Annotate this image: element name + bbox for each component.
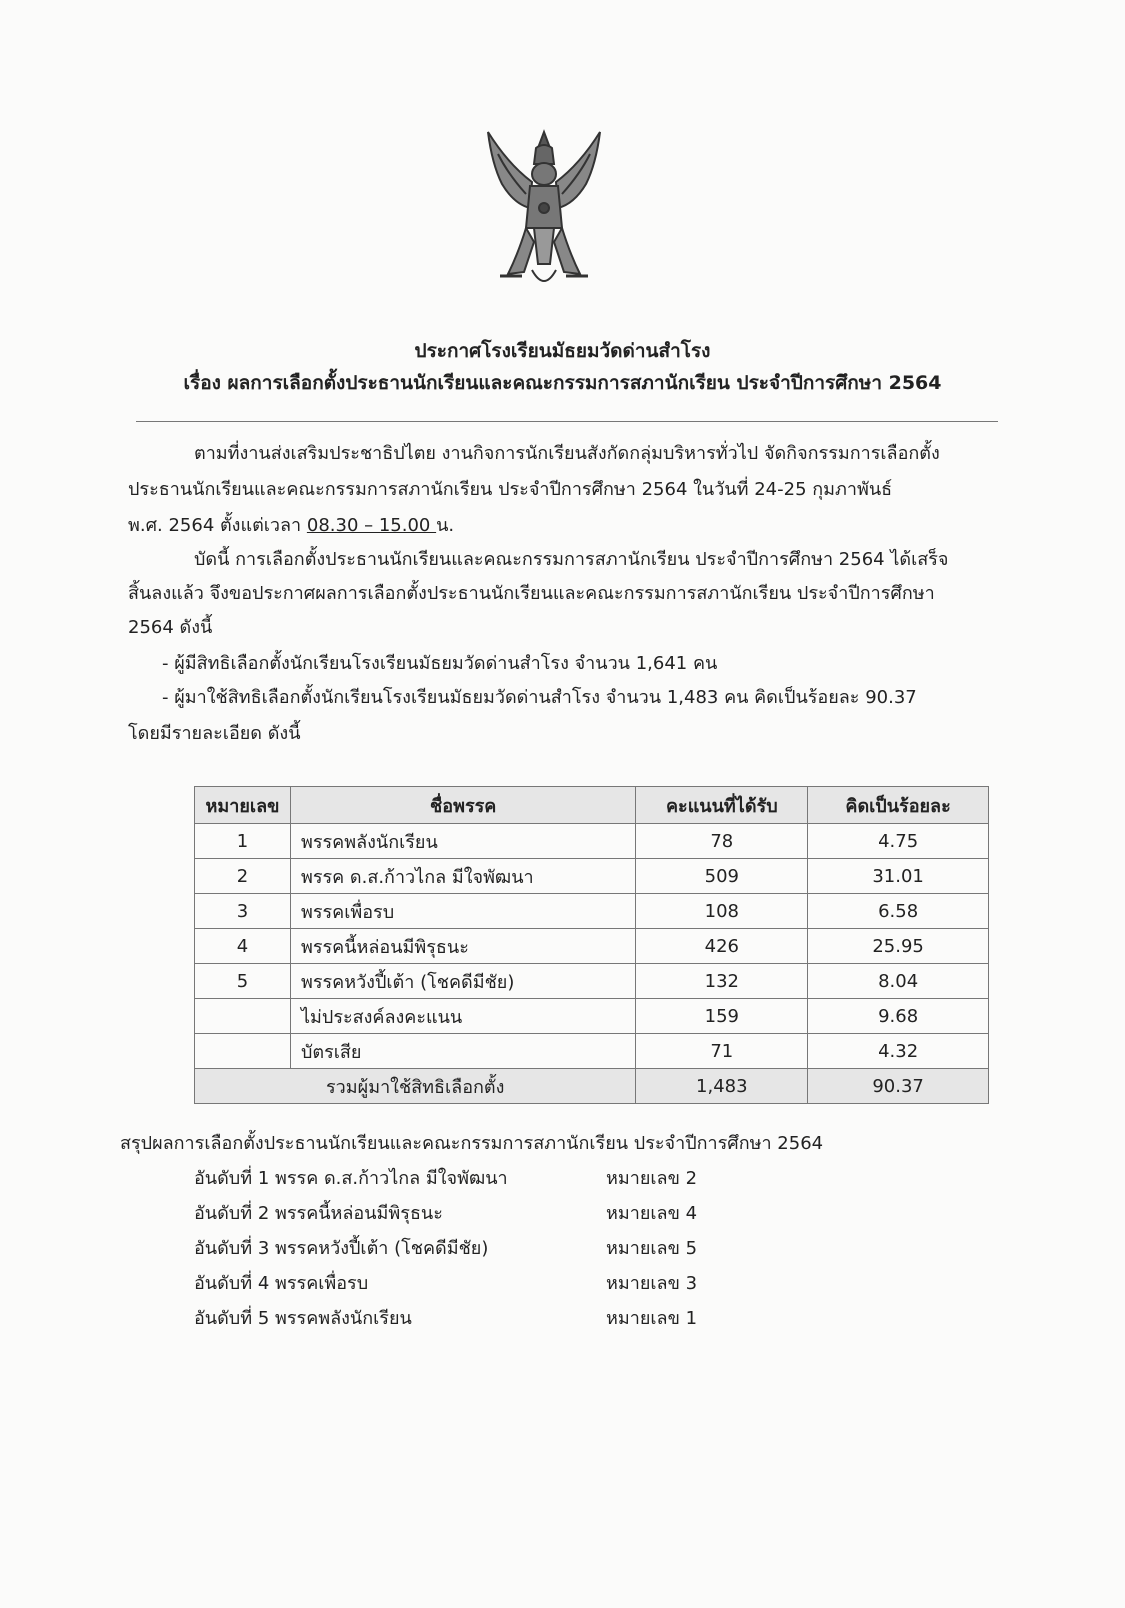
row-number: 1 — [195, 824, 291, 859]
table-row — [195, 824, 989, 859]
rank-number: หมายเลข 2 — [606, 1168, 698, 1189]
row-party: พรรค ด.ส.ก้าวไกล มีใจพัฒนา — [290, 859, 635, 894]
table-row — [195, 929, 989, 964]
row-votes: 71 — [636, 1034, 808, 1069]
row-votes: 132 — [636, 964, 808, 999]
table-total-row — [195, 1069, 989, 1104]
row-percent: 9.68 — [808, 999, 989, 1034]
time-range: 08.30 – 15.00 — [306, 515, 437, 536]
rank-party: อันดับที่ 5 พรรคพลังนักเรียน — [194, 1308, 412, 1329]
rank-number: หมายเลข 1 — [606, 1308, 698, 1329]
eligible-voters-bullet: - ผู้มีสิทธิเลือกตั้งนักเรียนโรงเรียนมัธยมวัดด่านสำโรง จำนวน 1,641 คน — [162, 653, 718, 674]
row-party: ไม่ประสงค์ลงคะแนน — [290, 999, 635, 1034]
date-prefix: พ.ศ. 2564 ตั้งแต่เวลา — [128, 515, 307, 536]
table-header-row — [195, 787, 989, 824]
table-row — [195, 999, 989, 1034]
header-party-name: ชื่อพรรค — [290, 787, 635, 824]
row-votes: 426 — [636, 929, 808, 964]
summary-title: สรุปผลการเลือกตั้งประธานนักเรียนและคณะกรรมการสภานักเรียน ประจำปีการศึกษา 2564 — [120, 1133, 824, 1154]
row-percent: 4.32 — [808, 1034, 989, 1069]
garuda-emblem-icon — [478, 124, 610, 294]
row-votes: 159 — [636, 999, 808, 1034]
paragraph-2-line-2: สิ้นลงแล้ว จึงขอประกาศผลการเลือกตั้งประธานนักเรียนและคณะกรรมการสภานักเรียน ประจำปีการศึกษา — [128, 583, 935, 604]
row-number: 3 — [195, 894, 291, 929]
rank-party: อันดับที่ 4 พรรคเพื่อรบ — [194, 1273, 369, 1294]
turnout-bullet: - ผู้มาใช้สิทธิเลือกตั้งนักเรียนโรงเรียนมัธยมวัดด่านสำโรง จำนวน 1,483 คน คิดเป็นร้อยละ 90.37 — [162, 687, 917, 708]
row-votes: 509 — [636, 859, 808, 894]
table-row — [195, 1034, 989, 1069]
row-party: พรรคหวังปี้เต้า (โชคดีมีชัย) — [290, 964, 635, 999]
announcement-title: ประกาศโรงเรียนมัธยมวัดด่านสำโรง — [414, 340, 711, 362]
rank-party: อันดับที่ 1 พรรค ด.ส.ก้าวไกล มีใจพัฒนา — [194, 1168, 508, 1189]
rank-number: หมายเลข 4 — [606, 1203, 698, 1224]
header-percent: คิดเป็นร้อยละ — [808, 787, 989, 824]
paragraph-1-line-1: ตามที่งานส่งเสริมประชาธิปไตย งานกิจการนักเรียนสังกัดกลุ่มบริหารทั่วไป จัดกิจกรรมการเลือกตั้ง — [194, 443, 940, 464]
row-percent: 8.04 — [808, 964, 989, 999]
header-votes: คะแนนที่ได้รับ — [636, 787, 808, 824]
total-label: รวมผู้มาใช้สิทธิเลือกตั้ง — [195, 1069, 636, 1104]
table-row — [195, 894, 989, 929]
rank-party: อันดับที่ 3 พรรคหวังปี้เต้า (โชคดีมีชัย) — [194, 1238, 489, 1259]
row-number — [195, 1034, 291, 1069]
row-party: บัตรเสีย — [290, 1034, 635, 1069]
rank-party: อันดับที่ 2 พรรคนี้หล่อนมีพิรุธนะ — [194, 1203, 443, 1224]
paragraph-1-line-3 — [128, 510, 454, 539]
total-percent: 90.37 — [808, 1069, 989, 1104]
row-votes: 78 — [636, 824, 808, 859]
time-unit: น. — [436, 515, 455, 536]
rank-number: หมายเลข 3 — [606, 1273, 698, 1294]
title-divider — [136, 421, 998, 422]
table-row — [195, 859, 989, 894]
row-number: 5 — [195, 964, 291, 999]
row-percent: 25.95 — [808, 929, 989, 964]
row-party: พรรคเพื่อรบ — [290, 894, 635, 929]
row-party: พรรคพลังนักเรียน — [290, 824, 635, 859]
row-party: พรรคนี้หล่อนมีพิรุธนะ — [290, 929, 635, 964]
details-intro: โดยมีรายละเอียด ดังนี้ — [128, 723, 301, 744]
row-number: 4 — [195, 929, 291, 964]
total-votes: 1,483 — [636, 1069, 808, 1104]
row-percent: 31.01 — [808, 859, 989, 894]
row-number: 2 — [195, 859, 291, 894]
header-number: หมายเลข — [195, 787, 291, 824]
paragraph-2-line-1: บัดนี้ การเลือกตั้งประธานนักเรียนและคณะกรรมการสภานักเรียน ประจำปีการศึกษา 2564 ได้เสร็จ — [194, 549, 949, 570]
paragraph-1-line-2: ประธานนักเรียนและคณะกรรมการสภานักเรียน ประจำปีการศึกษา 2564 ในวันที่ 24-25 กุมภาพันธ์ — [128, 479, 893, 500]
row-percent: 6.58 — [808, 894, 989, 929]
row-number — [195, 999, 291, 1034]
row-votes: 108 — [636, 894, 808, 929]
rank-number: หมายเลข 5 — [606, 1238, 698, 1259]
row-percent: 4.75 — [808, 824, 989, 859]
announcement-subject: เรื่อง ผลการเลือกตั้งประธานนักเรียนและคณะกรรมการสภานักเรียน ประจำปีการศึกษา 2564 — [183, 372, 942, 394]
results-table — [194, 786, 989, 1104]
paragraph-2-line-3: 2564 ดังนี้ — [128, 617, 213, 638]
table-row — [195, 964, 989, 999]
